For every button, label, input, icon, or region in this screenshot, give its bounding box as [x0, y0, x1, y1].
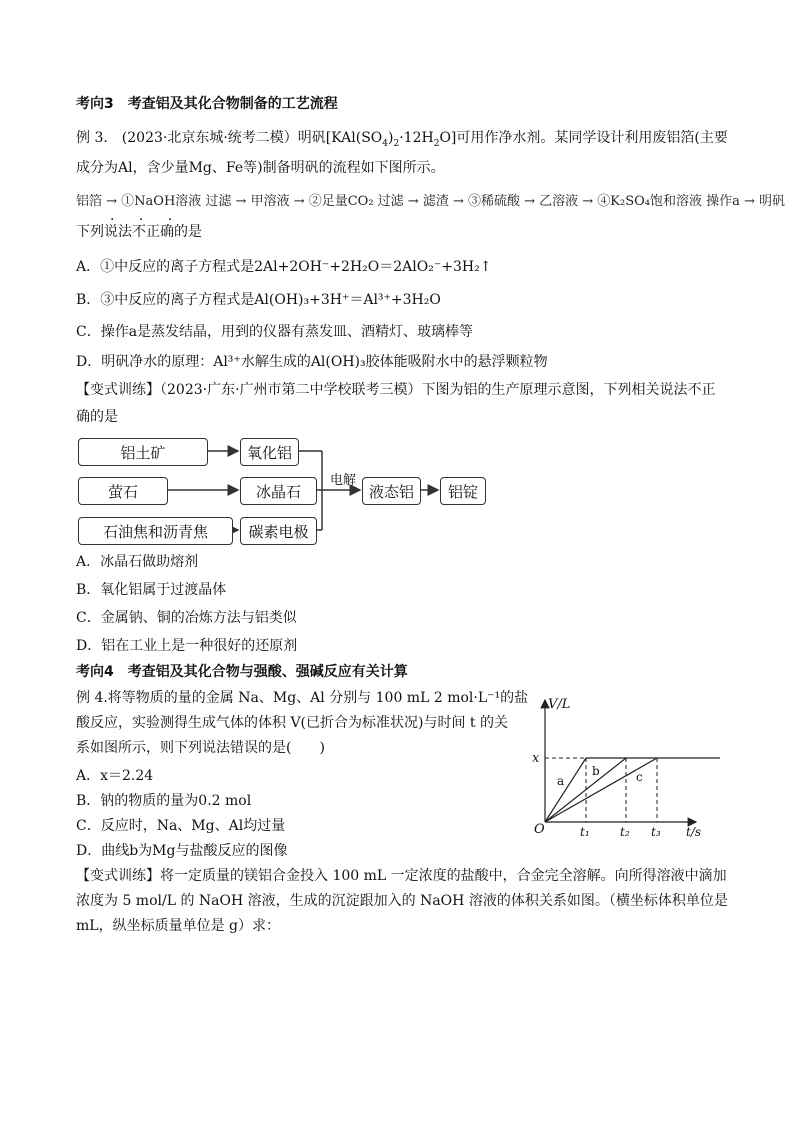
example4-line1: 例 4.将等物质的量的金属 Na、Mg、Al 分别与 100 mL 2 mol·L⁻¹的盐 — [76, 690, 529, 706]
box-cryolite: 冰晶石 — [240, 477, 317, 505]
graph-x-level: x — [532, 751, 540, 766]
box-alumina: 氧化铝 — [240, 438, 299, 466]
variant4-line3: mL，纵坐标质量单位是 g）求： — [76, 918, 280, 934]
variant4-line1: 【变式训练】将一定质量的镁铝合金投入 100 mL 一定浓度的盐酸中，合金完全溶解。向所得溶液中滴加 — [76, 868, 727, 884]
box-bauxite: 铝土矿 — [78, 438, 208, 466]
example3-tail: O]可用作净水剂。某同学设计利用废铝箔(主要 — [439, 130, 728, 146]
example3-water: 12H — [403, 130, 434, 146]
graph-x-label: t/s — [686, 825, 702, 839]
variant3-line2: 确的是 — [76, 409, 118, 425]
box-petroleum-coke: 石油焦和沥青焦 — [78, 517, 233, 545]
graph-tick-t2: t₂ — [620, 825, 630, 839]
graph-tick-t1: t₁ — [580, 825, 590, 839]
curve-label-a: a — [557, 774, 565, 788]
curve-label-c: c — [636, 770, 643, 784]
electrolysis-label: 电解 — [330, 473, 357, 488]
curve-label-b: b — [592, 764, 600, 778]
box-fluorite: 萤石 — [78, 477, 168, 505]
variant3-option-a: A．冰晶石做助熔剂 — [76, 554, 199, 570]
graph-tick-t3: t₃ — [651, 825, 661, 839]
section3-title: 考向3 考查铝及其化合物制备的工艺流程 — [76, 96, 338, 112]
example3-line2: 成分为Al，含少量Mg、Fe等)制备明矾的流程如下图所示。 — [76, 160, 445, 176]
option3-d: D．明矾净水的原理：Al³⁺水解生成的Al(OH)₃胶体能吸附水中的悬浮颗粒物 — [76, 354, 548, 370]
box-liquid-aluminum: 液态铝 — [362, 477, 421, 505]
variant4-line2: 浓度为 5 mol/L 的 NaOH 溶液，生成的沉淀跟加入的 NaOH 溶液的体积关系如图。（横坐标体积单位是 — [76, 893, 728, 909]
example3-line1: 例 3. (2023·北京东城·统考二模）明矾$[KAl(SO_4)_2\cdot 12H_2O]$可用作净水剂。某同学设计利用废铝箔(主要 — [76, 130, 728, 149]
option4-b: B．钠的物质的量为0.2 mol — [76, 793, 252, 809]
alum-process-flow: 铝箔 → ①NaOH溶液 过滤 → 甲溶液 → ②足量CO₂ 过滤 → 滤渣 → ③稀硫酸 → 乙溶液 → ④K₂SO₄饱和溶液 操作a → 明矾 — [76, 194, 786, 209]
option3-b: B．③中反应的离子方程式是Al(OH)₃+3H⁺＝Al³⁺+3H₂O — [76, 292, 441, 308]
emphasis-dots: · · · — [110, 212, 183, 228]
box-carbon-electrode: 碳素电极 — [240, 517, 317, 545]
example4-line3: 系如图所示，则下列说法错误的是( ) — [76, 740, 325, 756]
option4-d: D．曲线b为Mg与盐酸反应的图像 — [76, 843, 288, 859]
graph-y-label: V/L — [548, 697, 571, 712]
variant3-line1: 【变式训练】（2023·广东·广州市第二中学校联考三模）下图为铝的生产原理示意图，下列相关说法不正 — [76, 382, 716, 398]
option4-c: C．反应时，Na、Mg、Al均过量 — [76, 818, 286, 834]
variant3-option-d: D．铝在工业上是一种很好的还原剂 — [76, 638, 298, 654]
question3-prompt: 下列说法不正确的是 — [76, 224, 202, 240]
option4-a: A．x＝2.24 — [76, 768, 154, 784]
option3-c: C．操作a是蒸发结晶，用到的仪器有蒸发皿、酒精灯、玻璃棒等 — [76, 324, 474, 340]
example4-line2: 酸反应，实验测得生成气体的体积 V(已折合为标准状况)与时间 t 的关 — [76, 715, 509, 731]
example3-text: 例 3. (2023·北京东城·统考二模）明矾[KAl(SO — [76, 130, 383, 146]
section4-title: 考向4 考查铝及其化合物与强酸、强碱反应有关计算 — [76, 664, 408, 680]
variant3-option-b: B．氧化铝属于过渡晶体 — [76, 582, 227, 598]
option3-a: A．①中反应的离子方程式是2Al+2OH⁻+2H₂O＝2AlO₂⁻+3H₂↑ — [76, 259, 492, 275]
graph-origin: O — [534, 822, 545, 837]
box-aluminum-ingot: 铝锭 — [440, 477, 486, 505]
variant3-option-c: C．金属钠、铜的冶炼方法与铝类似 — [76, 610, 297, 626]
